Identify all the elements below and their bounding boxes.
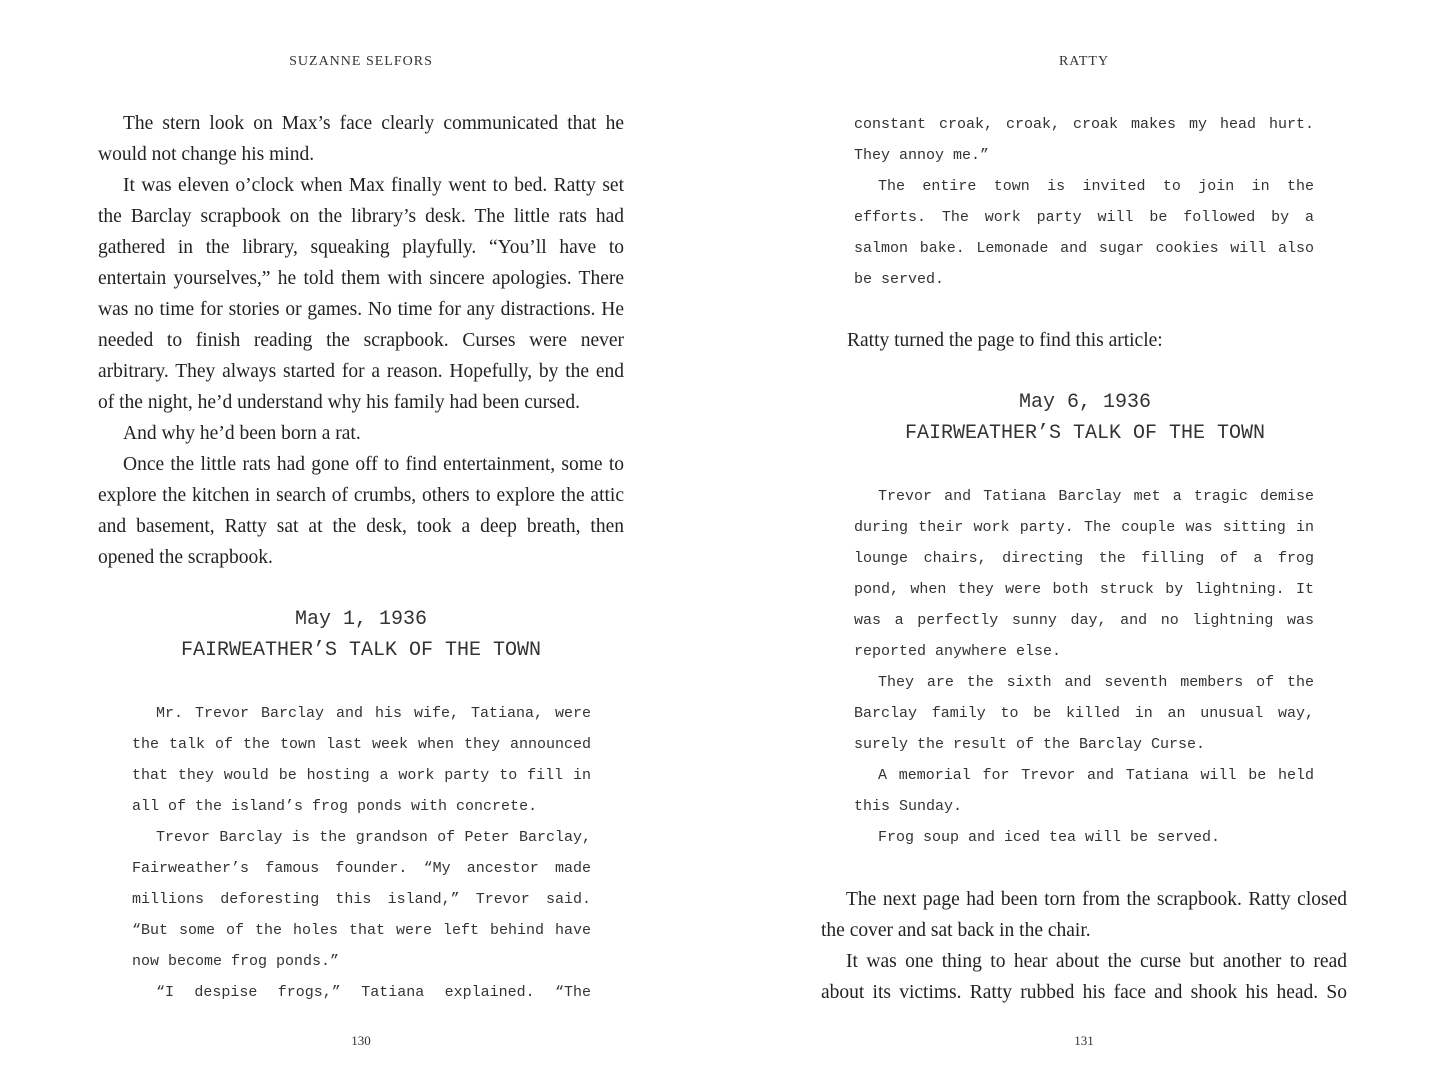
paragraph: Ratty turned the page to find this article: — [847, 330, 1163, 351]
right-page — [723, 0, 1445, 1084]
article-date: May 6, 1936 — [1018, 391, 1152, 414]
running-head-author: SUZANNE SELFORS — [289, 54, 433, 69]
article-headline: FAIRWEATHER’S TALK OF THE TOWN — [904, 422, 1266, 445]
article-paragraph: A memorial for Trevor and Tatiana will be held this Sunday. — [854, 767, 1314, 815]
running-head-title: RATTY — [1058, 54, 1110, 69]
paragraph: The next page had been torn from the scrapbook. Ratty closed the cover and sat back in the chair. — [821, 889, 1347, 941]
article-paragraph: Trevor Barclay is the grandson of Peter Barclay, Fairweather’s famous founder. “My ancestor made millions deforesting this island,” Trevor said. “But some of the holes that were left behind have now become frog ponds.” — [132, 829, 591, 970]
article-heading — [822, 387, 1348, 449]
article-body — [132, 698, 591, 1008]
article-paragraph: Mr. Trevor Barclay and his wife, Tatiana, were the talk of the town last week when they announced that they would be hosting a work party to fill in all of the island’s frog ponds with concrete. — [132, 705, 591, 815]
article-body — [854, 481, 1314, 853]
article-date: May 1, 1936 — [294, 608, 428, 631]
transition-text — [822, 325, 1348, 356]
page-number: 130 — [351, 1033, 371, 1048]
article-paragraph: Frog soup and iced tea will be served. — [878, 829, 1221, 846]
article-paragraph: Trevor and Tatiana Barclay met a tragic demise during their work party. The couple was sitting in lounge chairs, directing the filling of a frog pond, when they were both struck by lightning. It was a perfectly sunny day, and no lightning was reported anywhere else. — [854, 488, 1314, 660]
paragraph: Once the little rats had gone off to find entertainment, some to explore the kitchen in search of crumbs, others to explore the attic and basement, Ratty sat at the desk, took a deep breath, then opened the scrapbook. — [98, 454, 624, 568]
article-headline: FAIRWEATHER’S TALK OF THE TOWN — [180, 639, 542, 662]
paragraph: It was one thing to hear about the curse but another to read about its victims. Ratty rubbed his face and shook his head. So — [821, 951, 1347, 1003]
paragraph: It was eleven o’clock when Max finally went to bed. Ratty set the Barclay scrapbook on the library’s desk. The little rats had gathered in the library, squeaking playfully. “You’ll have to entertain yourselves,” he told them with sincere apologies. There was no time for stories or games. No time for any distractions. He needed to finish reading the scrapbook. Curses were never arbitrary. They always started for a reason. Hopefully, by the end of the night, he’d understand why his family had been cursed. — [98, 175, 624, 413]
left-prose — [98, 108, 624, 573]
paragraph: And why he’d been born a rat. — [123, 423, 361, 444]
article-heading — [98, 604, 624, 666]
article-paragraph: “I despise frogs,” Tatiana explained. “The — [156, 984, 591, 1001]
paragraph: The stern look on Max’s face clearly communicated that he would not change his mind. — [98, 113, 624, 165]
article-paragraph: They are the sixth and seventh members of the Barclay family to be killed in an unusual way, surely the result of the Barclay Curse. — [854, 674, 1314, 753]
right-prose — [821, 884, 1347, 1008]
page-number: 131 — [1074, 1033, 1094, 1048]
article-continued — [854, 109, 1314, 295]
left-page — [0, 0, 722, 1084]
article-paragraph: constant croak, croak, croak makes my head hurt. They annoy me.” — [854, 116, 1314, 164]
article-paragraph: The entire town is invited to join in the efforts. The work party will be followed by a salmon bake. Lemonade and sugar cookies will also be served. — [854, 178, 1314, 288]
